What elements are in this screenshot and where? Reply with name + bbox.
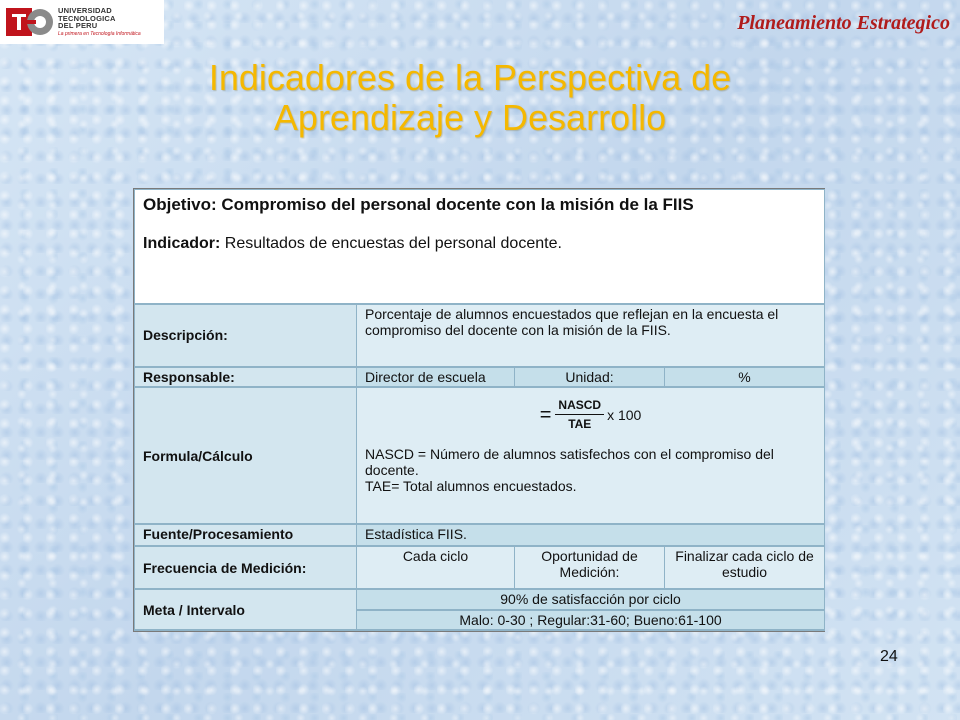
frecuencia-value: Cada ciclo (357, 546, 515, 589)
slide-title-line-2: Aprendizaje y Desarrollo (273, 97, 667, 138)
utp-logo-icon (4, 2, 56, 42)
fuente-value: Estadística FIIS. (357, 524, 825, 546)
logo-line-2: TECNOLOGICA (58, 13, 116, 23)
indicator-line (143, 236, 816, 252)
descripcion-value: Porcentaje de alumnos encuestados que reflejan en la encuesta el compromiso del docente con la misión de la FIIS. (357, 304, 825, 367)
slide-title-line-1: Indicadores de la Perspectiva de (208, 57, 732, 98)
objective-row (135, 190, 825, 304)
objective-label: Objetivo: (143, 195, 217, 214)
formula-cell (357, 387, 825, 524)
objective-text: Compromiso del personal docente con la misión de la FIIS (221, 195, 694, 214)
slide-title (150, 58, 790, 138)
formula-definition-1: NASCD = Número de alumnos satisfechos con el compromiso del docente. (365, 446, 774, 479)
indicator-label: Indicador: (143, 235, 221, 252)
objective-cell (135, 190, 825, 304)
intervalo-value: Malo: 0-30 ; Regular:31-60; Bueno:61-100 (357, 610, 825, 630)
formula-denominator: TAE (568, 417, 592, 432)
fuente-row (135, 524, 825, 546)
oportunidad-label: Oportunidad de Medición: (515, 546, 665, 589)
meta-row (135, 589, 825, 609)
formula-numerator: NASCD (555, 397, 604, 415)
fuente-label: Fuente/Procesamiento (135, 524, 357, 546)
meta-value: 90% de satisfacción por ciclo (357, 589, 825, 609)
indicator-text: Resultados de encuestas del personal docente. (224, 235, 562, 252)
formula-row (135, 387, 825, 524)
logo-tagline: La primera en Tecnología Informática (58, 30, 141, 37)
frecuencia-row (135, 546, 825, 589)
formula-equals: = (539, 403, 552, 426)
logo-line-1: UNIVERSIDAD (58, 6, 112, 16)
formula-expression (365, 397, 816, 432)
formula-definition-2: TAE= Total alumnos encuestados. (365, 478, 577, 495)
formula-multiplier: x 100 (607, 406, 642, 423)
unidad-label: Unidad: (515, 367, 665, 387)
header-title: Planeamiento Estrategico (737, 12, 950, 34)
formula-fraction (555, 397, 604, 432)
objective-heading (143, 194, 816, 216)
page-number: 24 (880, 648, 898, 665)
meta-label: Meta / Intervalo (135, 589, 357, 630)
frecuencia-label: Frecuencia de Medición: (135, 546, 357, 589)
descripcion-row (135, 304, 825, 367)
logo-line-3: DEL PERU (58, 21, 98, 31)
responsable-value: Director de escuela (357, 367, 515, 387)
university-logo (0, 0, 164, 44)
descripcion-label: Descripción: (135, 304, 357, 367)
responsable-row (135, 367, 825, 387)
oportunidad-value: Finalizar cada ciclo de estudio (665, 546, 825, 589)
indicator-card (133, 188, 825, 632)
unidad-value: % (665, 367, 825, 387)
responsable-label: Responsable: (135, 367, 357, 387)
indicator-table (134, 189, 825, 631)
formula-label: Formula/Cálculo (135, 387, 357, 524)
